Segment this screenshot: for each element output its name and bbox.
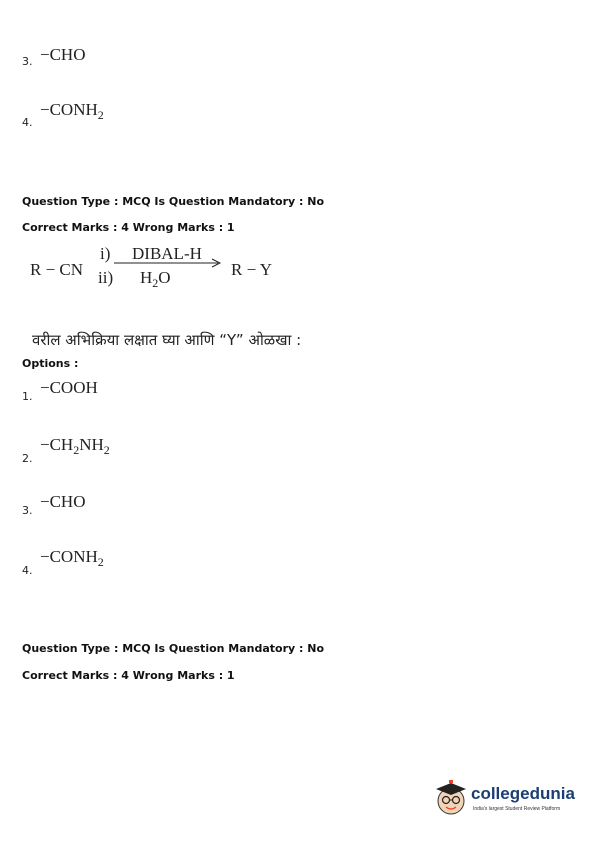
step2-label: ii) <box>98 268 114 287</box>
step1-reagent: DIBAL-H <box>132 244 202 263</box>
option-number: 2. <box>22 452 33 465</box>
option-formula: −COOH <box>40 378 98 397</box>
option-number: 4. <box>22 564 33 577</box>
marks-line: Correct Marks : 4 Wrong Marks : 1 <box>22 221 235 234</box>
reactant: R − CN <box>30 260 84 279</box>
logo-name: collegedunia <box>471 784 575 803</box>
option-number: 4. <box>22 116 33 129</box>
question-type-line: Question Type : MCQ Is Question Mandatory : No <box>22 642 325 655</box>
marks-line: Correct Marks : 4 Wrong Marks : 1 <box>22 669 235 682</box>
reaction-scheme <box>30 242 330 292</box>
options-label: Options : <box>22 357 79 370</box>
collegedunia-logo <box>433 776 583 826</box>
reaction-arrow <box>114 258 224 268</box>
option-number: 1. <box>22 390 33 403</box>
option-number: 3. <box>22 504 33 517</box>
option-formula: −CHO <box>40 492 86 511</box>
product: R − Y <box>231 260 273 279</box>
step2-reagent: $H_2O$ <box>140 268 171 290</box>
student-mascot-icon <box>433 780 469 816</box>
logo-tagline: India's largest Student Review Platform <box>473 806 561 812</box>
question-text: वरील अभिक्रिया लक्षात घ्या आणि “Y” ओळखा : <box>32 331 302 349</box>
option-formula: −CHO <box>40 45 86 64</box>
option-formula: $-CONH_2$ <box>40 547 104 569</box>
step1-label: i) <box>100 244 111 263</box>
option-formula: $-CH_2NH_2$ <box>40 435 110 457</box>
question-type-line: Question Type : MCQ Is Question Mandatory : No <box>22 195 325 208</box>
option-number: 3. <box>22 55 33 68</box>
option-formula: $-CONH_2$ <box>40 100 104 122</box>
